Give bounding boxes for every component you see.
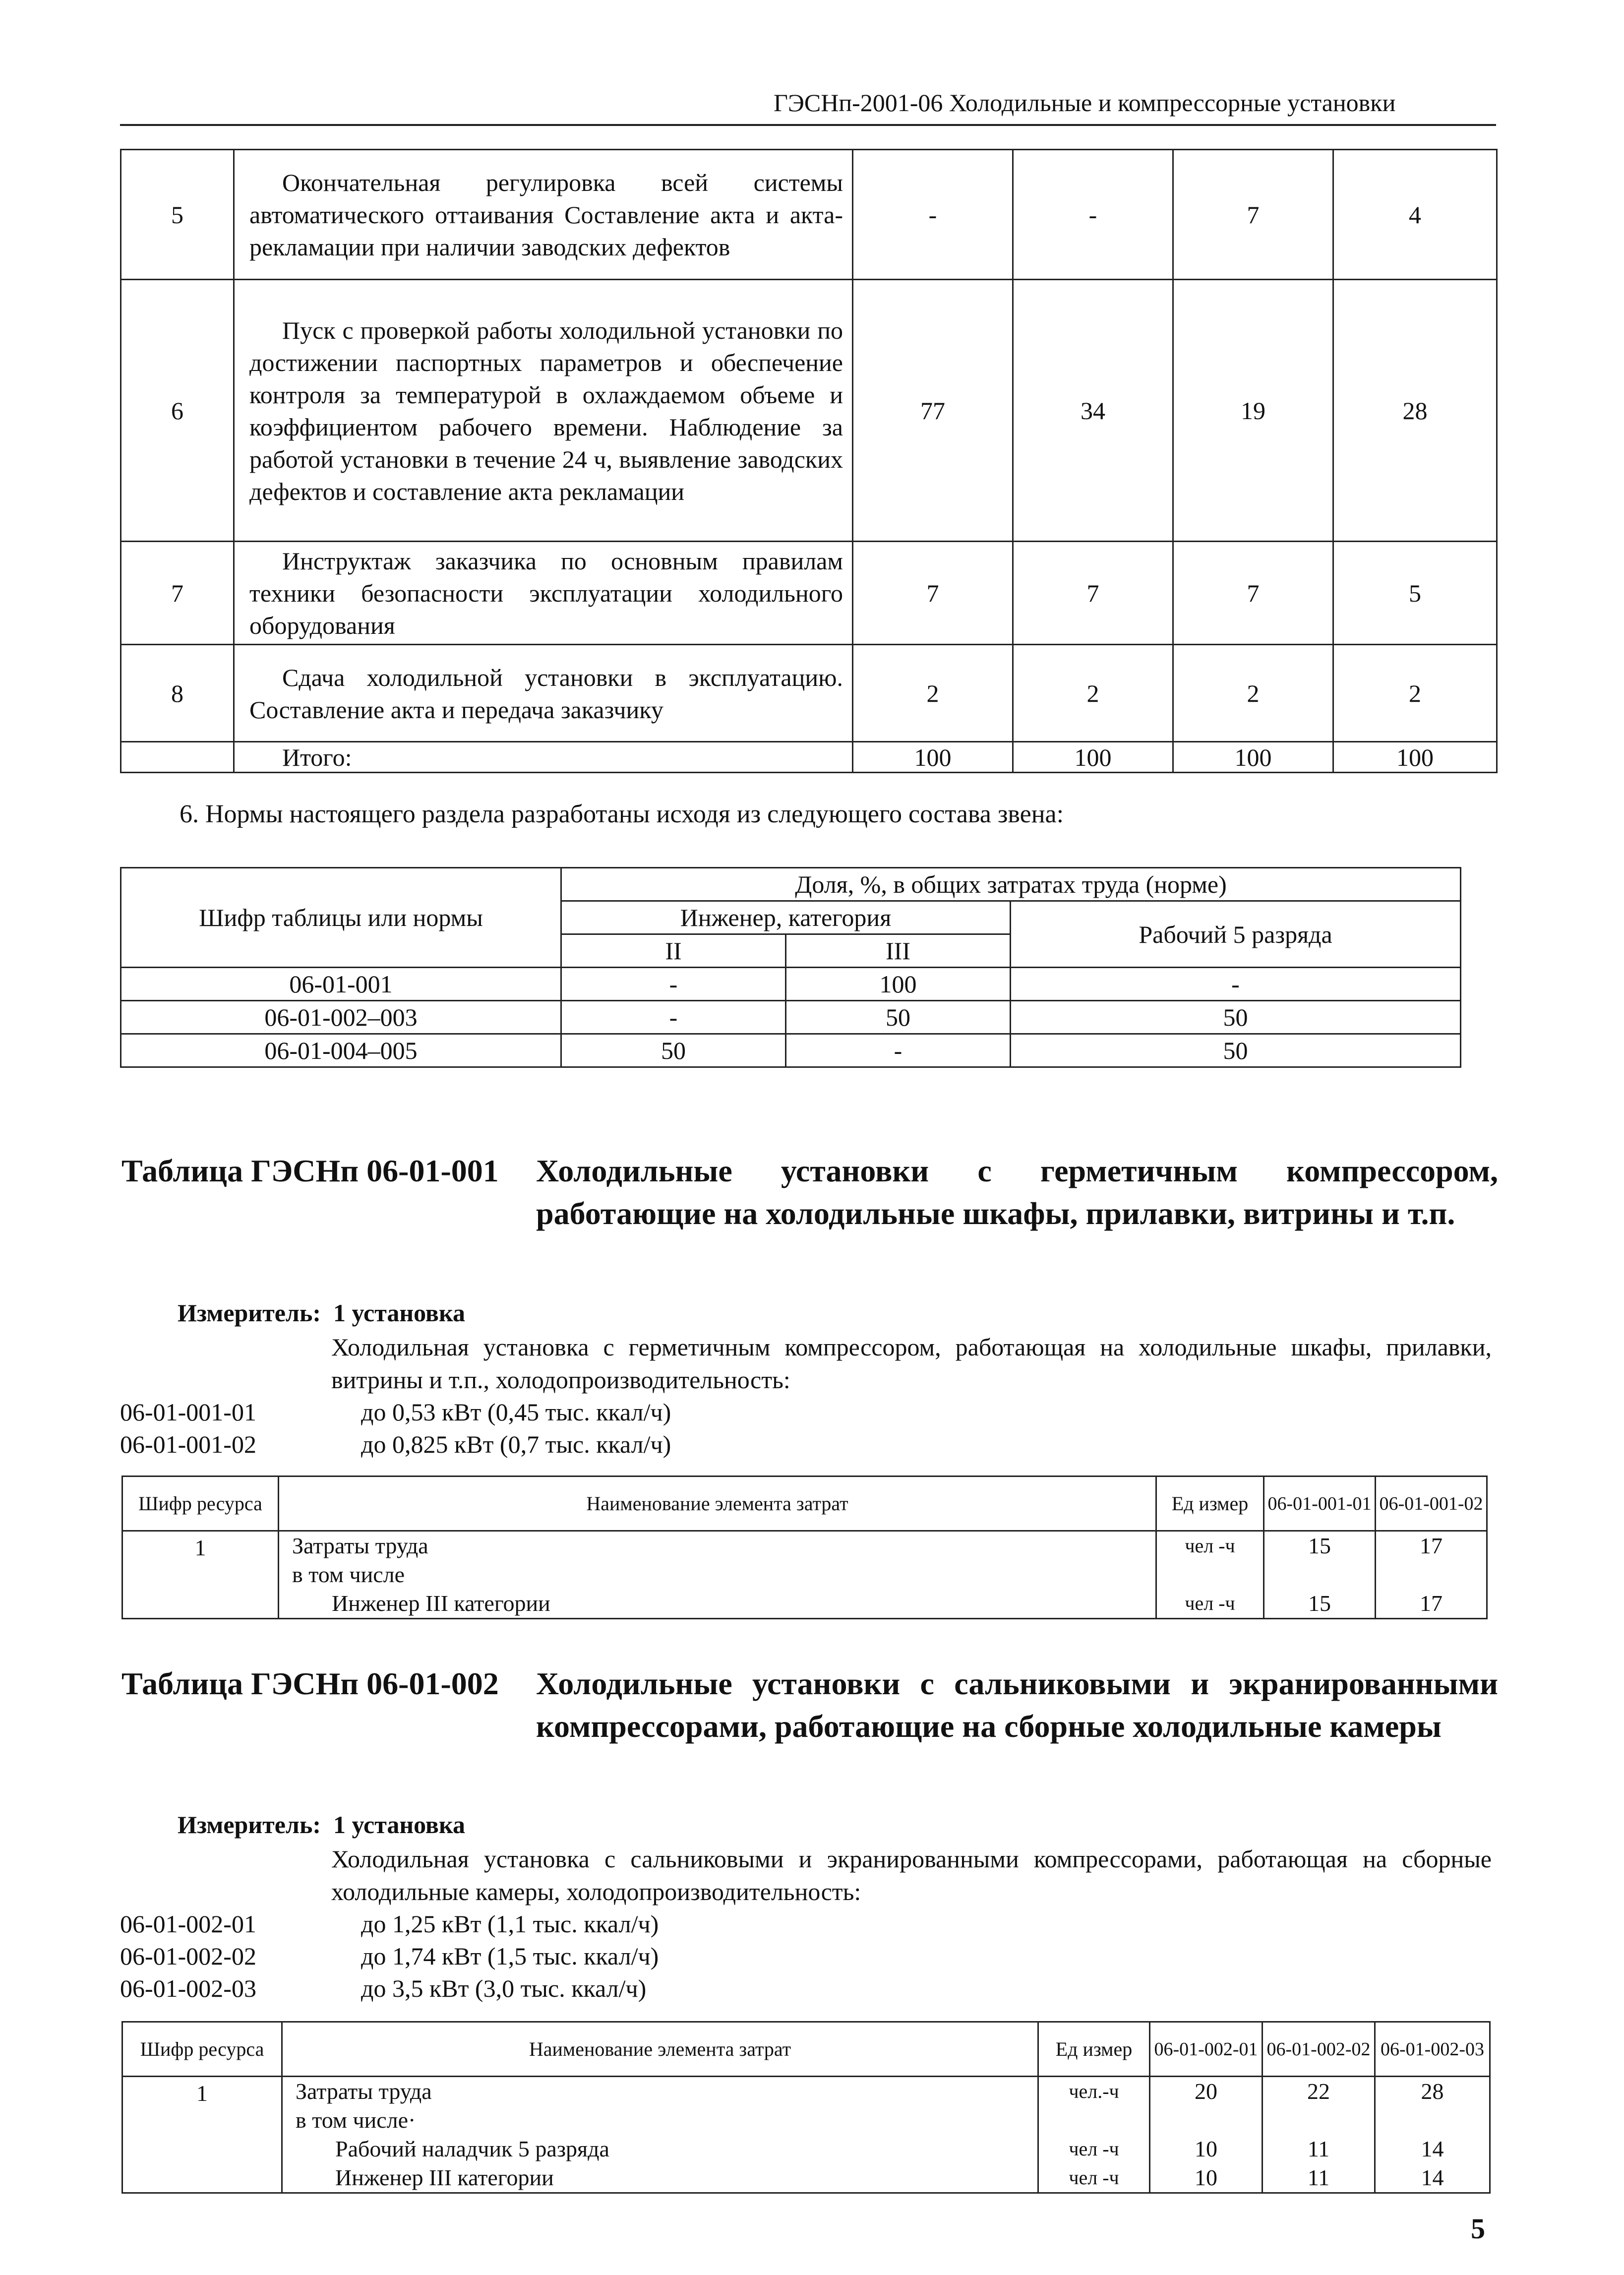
header-rule bbox=[120, 124, 1496, 126]
table2-title bbox=[121, 1662, 1500, 1791]
table2-col-values bbox=[1263, 2077, 1375, 2193]
table1-head-name: Наименование элемента затрат bbox=[279, 1476, 1156, 1531]
table2-names bbox=[282, 2077, 1038, 2193]
table1-head-col: 06-01-001-02 bbox=[1376, 1476, 1487, 1531]
stage-value: 2 bbox=[1173, 645, 1333, 742]
table2-row-name: Затраты труда bbox=[296, 2079, 432, 2104]
crew-code: 06-01-004–005 bbox=[121, 1034, 561, 1067]
table1-col-values bbox=[1264, 1531, 1376, 1619]
crew-code: 06-01-001 bbox=[121, 968, 561, 1001]
stage-row bbox=[121, 280, 1497, 542]
table2-head-name: Наименование элемента затрат bbox=[282, 2022, 1038, 2077]
table2-title-lead: Таблица ГЭСНп 06-01-002 bbox=[121, 1666, 499, 1701]
stage-value: 2 bbox=[1333, 645, 1497, 742]
crew-col-ii: II bbox=[561, 934, 786, 968]
table2-value bbox=[1150, 2106, 1262, 2135]
table2-measure: Измеритель: 1 установка bbox=[178, 1811, 465, 1839]
total-value: 100 bbox=[853, 742, 1013, 773]
total-row bbox=[121, 742, 1497, 773]
table2-units bbox=[1038, 2077, 1150, 2193]
table2-row-name: Рабочий наладчик 5 разряда bbox=[335, 2136, 609, 2161]
stage-row bbox=[121, 542, 1497, 645]
crew-note: 6. Нормы настоящего раздела разработаны исходя из следующего состава звена: bbox=[180, 800, 1064, 828]
table1-measure: Измеритель: 1 установка bbox=[178, 1299, 465, 1327]
stage-description: Пуск с проверкой работы холодильной установки по достижении паспортных параметров и обеспечение контроля за температурой в охлаждаемом объеме и коэффициентом рабочего времени. Наблюдение за работой установки в течение 24 ч, выявление заводских дефектов и составление акта рекламации bbox=[234, 280, 853, 542]
crew-iii: 100 bbox=[786, 968, 1011, 1001]
table2-body-row bbox=[122, 2077, 1490, 2193]
crew-col-worker: Рабочий 5 разряда bbox=[1011, 901, 1461, 968]
table2-head-unit: Ед измер bbox=[1038, 2022, 1150, 2077]
table1-item-text: до 0,825 кВт (0,7 тыс. ккал/ч) bbox=[361, 1430, 671, 1458]
crew-ii: - bbox=[561, 1001, 786, 1034]
table1-row-unit: чел -ч bbox=[1185, 1535, 1235, 1557]
table2-row-unit: чел -ч bbox=[1069, 2166, 1119, 2189]
stage-value: 4 bbox=[1333, 150, 1497, 280]
crew-table bbox=[120, 867, 1461, 1068]
table2-item-text: до 3,5 кВт (3,0 тыс. ккал/ч) bbox=[361, 1974, 647, 2002]
stage-description: Окончательная регулировка всей системы автоматического оттаивания Составление акта и акта-рекламации при наличии заводских дефектов bbox=[234, 150, 853, 280]
table2-value bbox=[1376, 2106, 1489, 2135]
table2-value: 10 bbox=[1195, 2165, 1217, 2190]
crew-col-code: Шифр таблицы или нормы bbox=[121, 868, 561, 968]
table2-row-unit: чел.-ч bbox=[1069, 2080, 1119, 2102]
table1-row-name: Затраты труда bbox=[292, 1533, 428, 1558]
table2-description: Холодильная установка с сальниковыми и экранированными компрессорами, работающая на сборные холодильные камеры, холодопроизводительность: bbox=[331, 1845, 1492, 1906]
table1-title bbox=[121, 1150, 1500, 1279]
table2-item-text: до 1,25 кВт (1,1 тыс. ккал/ч) bbox=[361, 1910, 659, 1938]
crew-worker: 50 bbox=[1011, 1034, 1461, 1067]
table1-units bbox=[1156, 1531, 1264, 1619]
table2-value: 28 bbox=[1421, 2079, 1444, 2104]
table2-item-code: 06-01-002-02 bbox=[120, 1942, 256, 1970]
stage-num: 8 bbox=[121, 645, 234, 742]
table2-value: 14 bbox=[1421, 2136, 1444, 2161]
crew-col-iii: III bbox=[786, 934, 1011, 968]
table2-col-values bbox=[1150, 2077, 1263, 2193]
total-value: 100 bbox=[1013, 742, 1173, 773]
stage-value: 28 bbox=[1333, 280, 1497, 542]
stages-table bbox=[120, 149, 1498, 773]
stage-value: 7 bbox=[1013, 542, 1173, 645]
crew-row bbox=[121, 1001, 1461, 1034]
crew-code: 06-01-002–003 bbox=[121, 1001, 561, 1034]
total-value: 100 bbox=[1173, 742, 1333, 773]
table1-row-unit: чел -ч bbox=[1185, 1592, 1235, 1614]
table2-value: 10 bbox=[1195, 2136, 1217, 2161]
total-value: 100 bbox=[1333, 742, 1497, 773]
table1-row-unit bbox=[1157, 1560, 1263, 1589]
crew-col-share: Доля, %, в общих затратах труда (норме) bbox=[561, 868, 1461, 901]
stage-value: 34 bbox=[1013, 280, 1173, 542]
crew-row bbox=[121, 1034, 1461, 1067]
total-label: Итого: bbox=[234, 742, 853, 773]
stage-value: 77 bbox=[853, 280, 1013, 542]
table2-head-col: 06-01-002-01 bbox=[1150, 2022, 1263, 2077]
table1-title-rest: Холодильные установки с герметичным компрессором, работающие на холодильные шкафы, прилавки, витрины и т.п. bbox=[536, 1153, 1498, 1231]
table1-value bbox=[1264, 1560, 1375, 1589]
table1-head-code: Шифр ресурса bbox=[122, 1476, 279, 1531]
running-header: ГЭСНп-2001-06 Холодильные и компрессорные установки bbox=[774, 89, 1396, 117]
table1-item-code: 06-01-001-02 bbox=[120, 1430, 256, 1458]
table2-item-text: до 1,74 кВт (1,5 тыс. ккал/ч) bbox=[361, 1942, 659, 1970]
table2-item-code: 06-01-002-01 bbox=[120, 1910, 256, 1938]
stage-value: 5 bbox=[1333, 542, 1497, 645]
table1-title-lead: Таблица ГЭСНп 06-01-001 bbox=[121, 1153, 499, 1188]
stage-value: 7 bbox=[1173, 150, 1333, 280]
table1-head-unit: Ед измер bbox=[1156, 1476, 1264, 1531]
table2-row-name: в том числе· bbox=[296, 2107, 416, 2133]
crew-row bbox=[121, 968, 1461, 1001]
table1-row-name: в том числе bbox=[292, 1562, 405, 1587]
crew-ii: 50 bbox=[561, 1034, 786, 1067]
table1-value: 15 bbox=[1308, 1533, 1331, 1558]
crew-worker: 50 bbox=[1011, 1001, 1461, 1034]
table1-value bbox=[1376, 1560, 1486, 1589]
crew-col-engineer: Инженер, категория bbox=[561, 901, 1011, 934]
stage-num: 6 bbox=[121, 280, 234, 542]
table2-col-values bbox=[1375, 2077, 1490, 2193]
table1-item-text: до 0,53 кВт (0,45 тыс. ккал/ч) bbox=[361, 1398, 671, 1426]
table1-item-code: 06-01-001-01 bbox=[120, 1398, 256, 1426]
stage-value: 19 bbox=[1173, 280, 1333, 542]
table1-head-col: 06-01-001-01 bbox=[1264, 1476, 1376, 1531]
crew-iii: - bbox=[786, 1034, 1011, 1067]
table2-row-unit bbox=[1039, 2106, 1149, 2135]
stage-value: 7 bbox=[1173, 542, 1333, 645]
stage-num: 5 bbox=[121, 150, 234, 280]
table2-value: 20 bbox=[1195, 2079, 1217, 2104]
stage-row bbox=[121, 645, 1497, 742]
stage-row bbox=[121, 150, 1497, 280]
table2-resources bbox=[121, 2021, 1491, 2194]
table2-head-col: 06-01-002-02 bbox=[1263, 2022, 1375, 2077]
stage-value: 2 bbox=[1013, 645, 1173, 742]
stage-value: 2 bbox=[853, 645, 1013, 742]
table2-value: 11 bbox=[1307, 2136, 1330, 2161]
stage-num: 7 bbox=[121, 542, 234, 645]
table1-value: 17 bbox=[1420, 1591, 1443, 1616]
crew-worker: - bbox=[1011, 968, 1461, 1001]
table1-body-row bbox=[122, 1531, 1487, 1619]
table1-value: 17 bbox=[1420, 1533, 1443, 1558]
table2-value: 11 bbox=[1307, 2165, 1330, 2190]
stage-value: 7 bbox=[853, 542, 1013, 645]
table1-description: Холодильная установка с герметичным компрессором, работающая на холодильные шкафы, прилавки, витрины и т.п., холодопроизводительность: bbox=[331, 1333, 1492, 1394]
stage-description: Сдача холодильной установки в эксплуатацию. Составление акта и передача заказчику bbox=[234, 645, 853, 742]
table1-names bbox=[279, 1531, 1156, 1619]
table1-col-values bbox=[1376, 1531, 1487, 1619]
crew-iii: 50 bbox=[786, 1001, 1011, 1034]
stage-value: - bbox=[1013, 150, 1173, 280]
table1-resources bbox=[121, 1476, 1488, 1619]
table2-item-code: 06-01-002-03 bbox=[120, 1974, 256, 2002]
table2-value: 14 bbox=[1421, 2165, 1444, 2190]
table2-head-col: 06-01-002-03 bbox=[1375, 2022, 1490, 2077]
table2-row-name: Инженер III категории bbox=[335, 2165, 554, 2190]
crew-ii: - bbox=[561, 968, 786, 1001]
stage-description: Инструктаж заказчика по основным правилам техники безопасности эксплуатации холодильного оборудования bbox=[234, 542, 853, 645]
table1-row-name: Инженер III категории bbox=[332, 1591, 550, 1616]
table2-row-unit: чел -ч bbox=[1069, 2138, 1119, 2160]
table1-value: 15 bbox=[1308, 1591, 1331, 1616]
total-blank bbox=[121, 742, 234, 773]
stage-value: - bbox=[853, 150, 1013, 280]
table2-head-code: Шифр ресурса bbox=[122, 2022, 282, 2077]
table2-row-num: 1 bbox=[122, 2077, 282, 2193]
table1-row-num: 1 bbox=[122, 1531, 279, 1619]
table2-value bbox=[1263, 2106, 1374, 2135]
table2-value: 22 bbox=[1307, 2079, 1330, 2104]
page-number: 5 bbox=[1471, 2213, 1485, 2245]
table2-title-rest: Холодильные установки с сальниковыми и экранированными компрессорами, работающие на сборные холодильные камеры bbox=[536, 1666, 1498, 1744]
